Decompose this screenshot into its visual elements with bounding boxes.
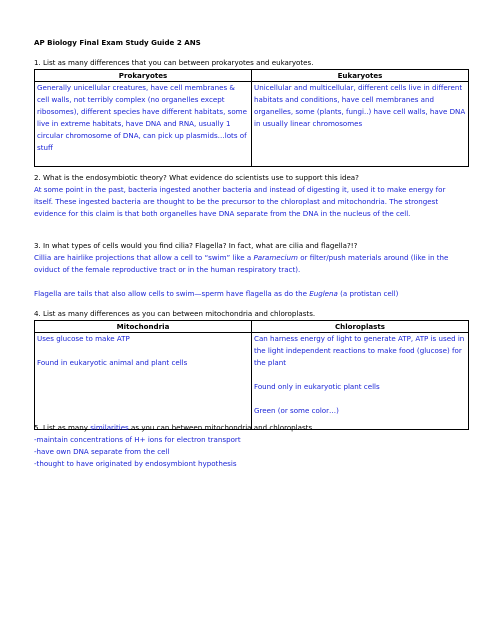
paramecium-term: Paramecium [253,253,298,262]
mitochondria-chloroplast-table [34,320,469,430]
page-title: AP Biology Final Exam Study Guide 2 ANS [34,38,201,47]
question-2: 2. What is the endosymbiotic theory? What evidence do scientists use to support this idea? [34,173,359,182]
list-item: -maintain concentrations of H+ ions for electron transport [34,435,241,444]
mito-point-1: Uses glucose to make ATP [37,334,130,343]
chloro-point-2: Found only in eukaryotic plant cells [254,382,380,391]
header-prokaryotes: Prokaryotes [35,70,252,82]
prokaryote-eukaryote-table [34,69,469,167]
question-5-text-a: 5. List as many [34,423,91,432]
question-3: 3. In what types of cells would you find cilia? Flagella? In fact, what are cilia and flagella?!? [34,241,358,250]
answer-3-cilia-text-b: or filter/push materials around (like in the oviduct of the female reproductive tract or in the human respiratory tract). [34,253,449,274]
cell-mitochondria [35,333,252,430]
answer-3-flagella [34,288,464,300]
list-item: -thought to have originated by endosymbiont hypothesis [34,459,237,468]
similarities-list [34,434,464,470]
header-chloroplasts: Chloroplasts [252,321,469,333]
question-5-text-b: as you can between mitochondria and chloroplasts. [128,423,315,432]
similarities-term: similarities [90,423,129,432]
list-item: -have own DNA separate from the cell [34,447,170,456]
cell-eukaryotes: Unicellular and multicellular, different cells live in different habitats and conditions, have cell membranes and organelles, some (plants, fungi..) have cell walls, have DNA in usually linear chromosomes [252,82,469,167]
header-eukaryotes: Eukaryotes [252,70,469,82]
question-1: 1. List as many differences that you can between prokaryotes and eukaryotes. [34,58,314,67]
answer-3-flagella-text-b: (a protistan cell) [337,289,399,298]
header-mitochondria: Mitochondria [35,321,252,333]
cell-prokaryotes: Generally unicellular creatures, have cell membranes & cell walls, not terribly complex (no organelles except ribosomes), different species have different habitats, some live in extreme habitats, have DNA and RNA, usually 1 circular chromosome of DNA, can pick up plasmids…lots of stuff [35,82,252,167]
euglena-term: Euglena [309,289,338,298]
answer-3-flagella-text-a: Flagella are tails that also allow cells to swim—sperm have flagella as do the [34,289,310,298]
question-4: 4. List as many differences as you can between mitochondria and chloroplasts. [34,309,316,318]
answer-2: At some point in the past, bacteria ingested another bacteria and instead of digesting it, used it to make energy for itself. These ingested bacteria are thought to be the precursor to the chloroplast and mitochondria. The strongest evidence for this claim is that both organelles have DNA separate from the DNA in the nucleus of the cell. [34,185,446,218]
cell-chloroplasts [252,333,469,430]
chloro-point-3: Green (or some color…) [254,406,339,415]
chloro-point-1: Can harness energy of light to generate ATP, ATP is used in the light independent reactions to make food (glucose) for the plant [254,334,465,367]
answer-3-cilia [34,252,464,276]
mito-point-2: Found in eukaryotic animal and plant cells [37,358,188,367]
question-5 [34,422,468,434]
answer-3-cilia-text-a: Cillia are hairlike projections that allow a cell to “swim” like a [34,253,254,262]
